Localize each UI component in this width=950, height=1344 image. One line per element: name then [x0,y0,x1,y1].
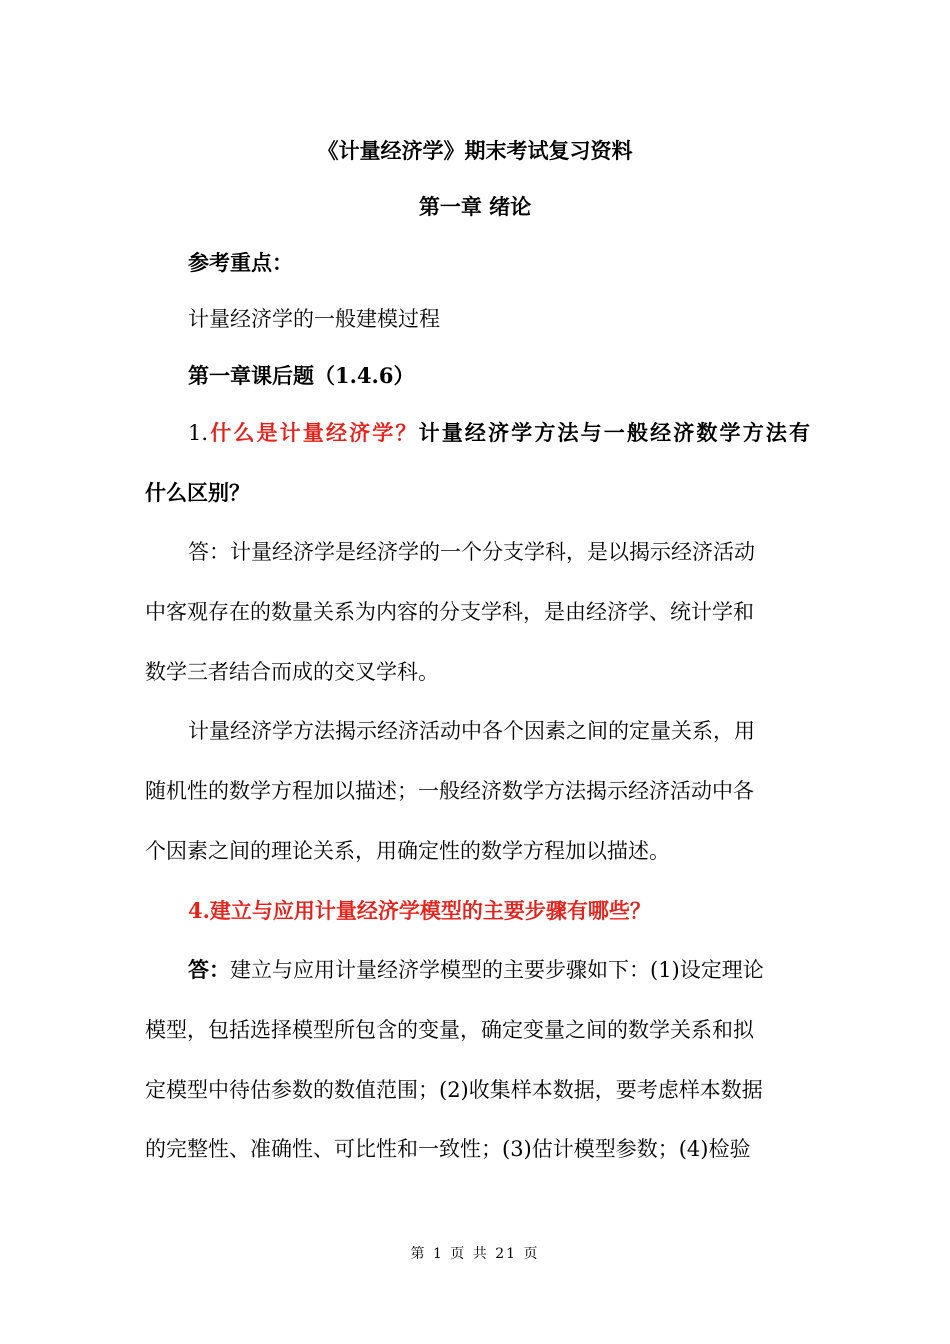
question-1-line-2: 什么区别？ [145,480,250,505]
key-points-item: 计量经济学的一般建模过程 [188,307,440,331]
answer-4-line-4: 的完整性、准确性、可比性和一致性；(3)估计模型参数；(4)检验 [145,1137,751,1161]
page-footer: 第 1 页 共 21 页 [410,1246,540,1262]
exercises-heading: 第一章课后题（1.4.6） [188,363,415,388]
answer-1-p1-line-3: 数学三者结合而成的交叉学科。 [145,660,439,684]
question-1-red-text: 什么是计量经济学？ [208,420,419,445]
question-1-line-1 [188,418,810,448]
answer-4-line-1 [188,955,810,985]
answer-4-line-2: 模型，包括选择模型所包含的变量，确定变量之间的数学关系和拟 [145,1018,754,1042]
document-title: 《计量经济学》期末考试复习资料 [317,138,633,163]
key-points-heading: 参考重点： [188,250,293,275]
chapter-title: 第一章 绪论 [418,194,532,219]
answer-4-line-3: 定模型中待估参数的数值范围；(2)收集样本数据，要考虑样本数据 [145,1078,763,1102]
answer-4-line-1-text: 建立与应用计量经济学模型的主要步骤如下：(1)设定理论 [230,958,764,982]
answer-1-p1-line-1: 答：计量经济学是经济学的一个分支学科，是以揭示经济活动 [188,540,755,564]
question-4: 4.建立与应用计量经济学模型的主要步骤有哪些？ [188,898,651,923]
question-1-number: 1. [188,421,209,445]
answer-4-label: 答： [188,957,230,982]
answer-1-p2-line-3: 个因素之间的理论关系，用确定性的数学方程加以描述。 [145,839,670,863]
answer-1-p2-line-1: 计量经济学方法揭示经济活动中各个因素之间的定量关系，用 [188,719,755,743]
answer-1-p1-line-2: 中客观存在的数量关系为内容的分支学科，是由经济学、统计学和 [145,600,754,624]
question-1-bold-text: 计量经济学方法与一般经济数学方法有 [418,420,811,445]
answer-1-p2-line-2: 随机性的数学方程加以描述；一般经济数学方法揭示经济活动中各 [145,779,754,803]
